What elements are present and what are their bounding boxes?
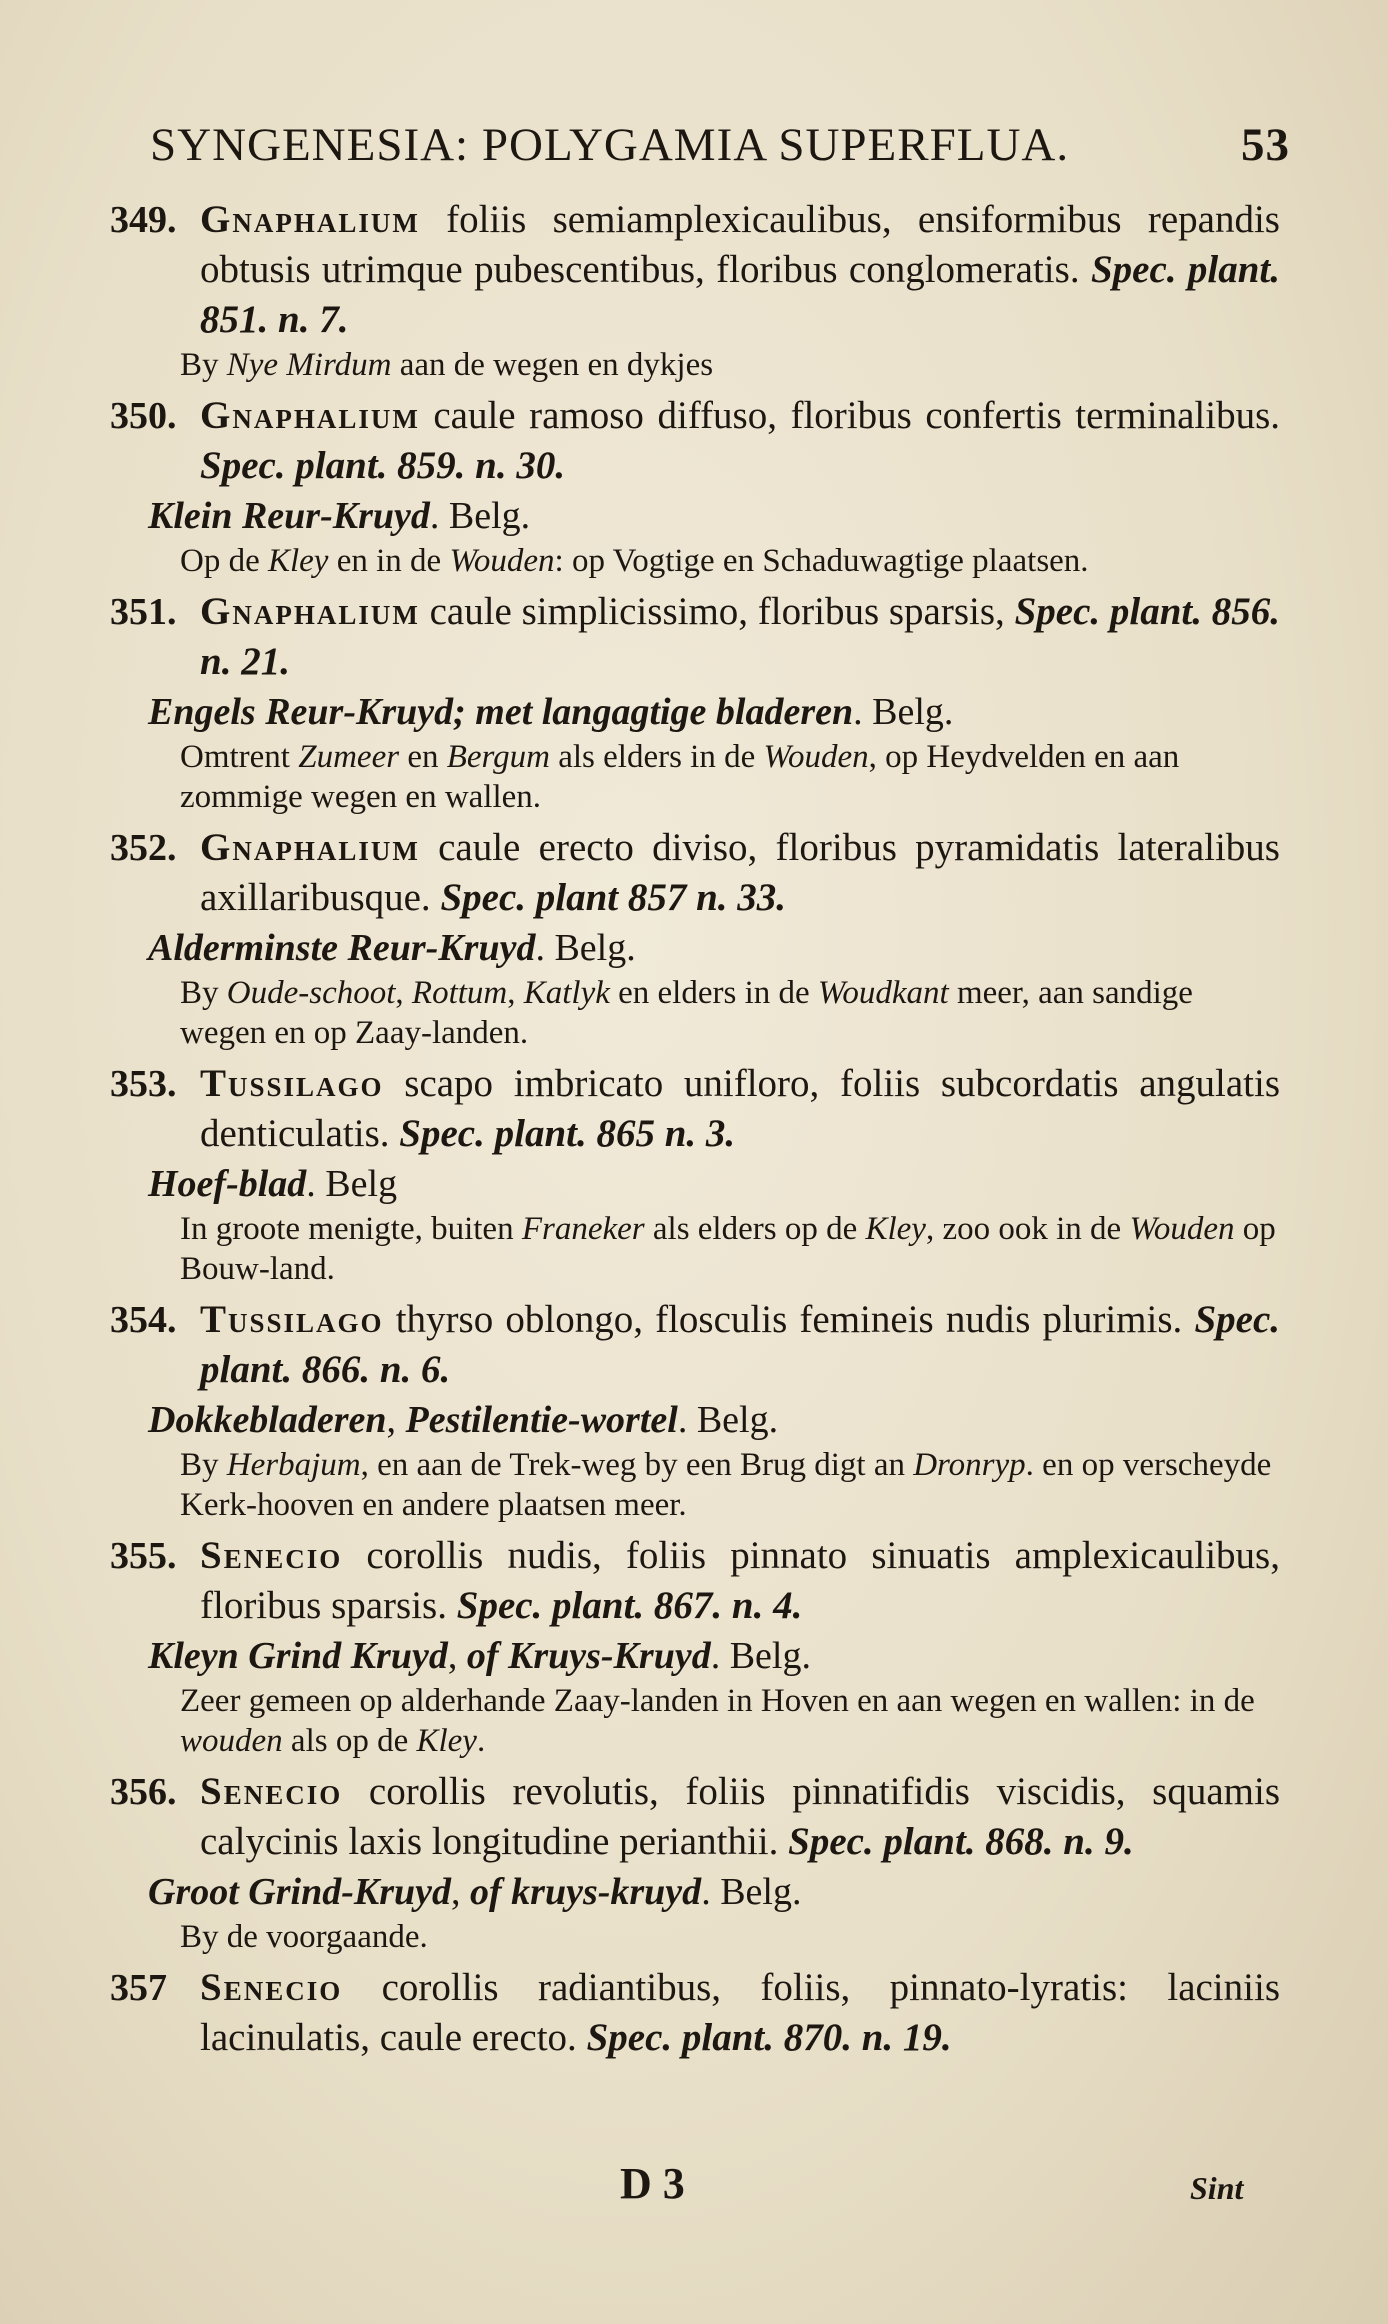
text-run: als elders op de [644,1211,866,1247]
locality-note [100,737,1280,817]
text-run: . en op verscheyde Kerk-hooven en andere plaatsen meer. [180,1447,1272,1523]
text-run: als op de [282,1723,417,1759]
italic-text: Franeker [521,1211,645,1247]
locality-note [100,1445,1280,1525]
text-run: corollis revolutis, foliis pinnatifidis viscidis, squamis calycinis laxis longitudine perianthii. [200,1770,1280,1863]
italic-text: Rottum [411,975,508,1011]
species-entry [100,195,1280,385]
text-run: : op Vogtige en Schaduwagtige plaatsen. [554,543,1089,579]
text-run: . Belg. [535,927,636,969]
genus-name: Gnaphalium [200,826,420,869]
text-run: thyrso oblongo, flosculis femineis nudis plurimis. [383,1298,1195,1341]
genus-name: Tussilago [200,1298,384,1341]
species-list [100,195,1280,2069]
genus-name: Gnaphalium [200,394,420,437]
italic-text: Wouden [449,543,555,579]
locality-note [100,345,1280,385]
italic-text: Groot Grind-Kruyd [148,1871,451,1913]
genus-name: Senecio [200,1534,343,1577]
entry-number: 350. [110,395,177,437]
italic-text: Bergum [446,739,550,775]
species-plantarum-reference: Spec. plant. 868. n. 9. [788,1820,1134,1863]
text-run: en [399,739,447,775]
latin-description [100,1059,1280,1159]
text-run: , [395,975,412,1011]
locality-note [100,541,1280,581]
text-run: als elders in de [549,739,764,775]
text-run: foliis semiamplexicaulibus, ensiformibus repandis obtusis utrimque pubescentibus, floribus conglomeratis. [200,198,1280,291]
text-run: In groote menigte, buiten [180,1211,522,1247]
catchword: Sint [1190,2170,1244,2206]
entry-number: 351. [110,591,177,633]
species-plantarum-reference: Spec. plant 857 n. 33. [440,876,787,919]
latin-description [100,1963,1280,2063]
text-run: , en aan de Trek-weg by een Brug digt an [360,1447,914,1483]
text-run: . Belg. [701,1871,802,1913]
species-entry [100,391,1280,581]
species-entry [100,1767,1280,1957]
text-run: Omtrent [180,739,299,775]
species-plantarum-reference: Spec. plant. 866. n. 6. [200,1298,1280,1391]
text-run: corollis nudis, foliis pinnato sinuatis amplexicaulibus, floribus sparsis. [200,1534,1280,1627]
dutch-common-name [100,1867,1280,1917]
entry-number: 354. [110,1299,177,1341]
italic-text: Engels Reur-Kruyd; met langagtige bladeren [148,691,854,733]
italic-text: Nye Mirdum [226,347,392,383]
species-entry [100,587,1280,817]
latin-description [100,1295,1280,1395]
entry-number: 356. [110,1771,177,1813]
text-run: corollis radiantibus, foliis, pinnato-lyratis: laciniis lacinulatis, caule erecto. [200,1966,1280,2059]
latin-description [100,1767,1280,1867]
locality-note [100,973,1280,1053]
species-plantarum-reference: Spec. plant. 851. n. 7. [200,248,1281,341]
genus-name: Gnaphalium [200,198,420,241]
species-entry [100,1295,1280,1525]
entry-number: 352. [110,827,177,869]
text-run: scapo imbricato unifloro, foliis subcordatis angulatis denticulatis. [200,1062,1280,1155]
dutch-common-name [100,491,1280,541]
running-title: SYNGENESIA: POLYGAMIA SUPERFLUA. [150,119,1070,171]
locality-note [100,1209,1280,1289]
text-run: . Belg [306,1163,398,1205]
entry-number: 357 [110,1967,167,2009]
italic-text: of kruys-kruyd [470,1871,702,1913]
italic-text: wouden [180,1723,283,1759]
locality-note [100,1681,1280,1761]
text-run: . Belg. [429,495,531,537]
text-run: , zoo ook in de [925,1211,1130,1247]
species-entry [100,1531,1280,1761]
italic-text: Woudkant [817,975,949,1011]
genus-name: Senecio [200,1966,343,2009]
latin-description [100,587,1280,687]
latin-description [100,195,1280,345]
page-number: 53 [1241,119,1290,171]
text-run: , [386,1399,406,1441]
italic-text: Katlyk [523,975,610,1011]
dutch-common-name [100,1159,1280,1209]
text-run: , [447,1635,467,1677]
italic-text: Dronryp [913,1447,1026,1483]
species-entry [100,1059,1280,1289]
text-run: op Bouw-land. [180,1211,1276,1287]
italic-text: Herbajum [226,1447,361,1483]
italic-text: Kley [416,1723,477,1759]
italic-text: Zumeer [298,739,400,775]
species-plantarum-reference: Spec. plant. 867. n. 4. [456,1584,803,1627]
text-run: By [180,347,227,383]
text-run: aan de wegen en dykjes [391,347,714,383]
italic-text: Wouden [763,739,869,775]
text-run: en elders in de [609,975,818,1011]
text-run: caule ramoso diffuso, floribus confertis terminalibus. [419,394,1280,437]
italic-text: Kley [267,543,329,579]
signature-mark: D 3 [620,2159,685,2208]
species-plantarum-reference: Spec. plant. 859. n. 30. [200,444,566,487]
italic-text: Dokkebladeren [148,1399,387,1441]
dutch-common-name [100,1631,1280,1681]
text-run: en in de [328,543,450,579]
dutch-common-name [100,1395,1280,1445]
italic-text: Hoef-blad [148,1163,307,1205]
text-run: Op de [180,543,268,579]
text-run: . Belg. [710,1635,811,1677]
dutch-common-name [100,687,1280,737]
text-run: caule simplicissimo, floribus sparsis, [419,590,1015,633]
genus-name: Tussilago [200,1062,384,1105]
text-run: By [180,975,227,1011]
genus-name: Senecio [200,1770,343,1813]
italic-text: Kley [865,1211,926,1247]
italic-text: Alderminste Reur-Kruyd [148,927,536,969]
genus-name: Gnaphalium [200,590,420,633]
entry-number: 349. [110,199,177,241]
text-run: , [451,1871,470,1913]
text-run: . Belg. [853,691,954,733]
italic-text: Wouden [1129,1211,1235,1247]
species-entry [100,823,1280,1053]
text-run: Zeer gemeen op alderhande Zaay-landen in Hoven en aan wegen en wallen: in de [180,1683,1255,1719]
text-run: , [507,975,524,1011]
latin-description [100,391,1280,491]
entry-number: 353. [110,1063,177,1105]
text-run: By [180,1447,227,1483]
text-run: caule erecto diviso, floribus pyramidatis lateralibus axillaribusque. [200,826,1280,919]
text-run: meer, aan sandige wegen en op Zaay-landen. [180,975,1193,1051]
text-run: . Belg. [677,1399,779,1441]
text-run: . [476,1723,486,1759]
species-plantarum-reference: Spec. plant. 856. n. 21. [200,590,1280,683]
entry-number: 355. [110,1535,177,1577]
italic-text: Klein Reur-Kruyd [148,495,430,537]
species-plantarum-reference: Spec. plant. 870. n. 19. [586,2016,952,2059]
italic-text: of Kruys-Kruyd [466,1635,711,1677]
dutch-common-name [100,923,1280,973]
text-run: , op Heydvelden en aan zommige wegen en wallen. [180,739,1180,815]
text-run: By de voorgaande. [180,1919,428,1955]
latin-description [100,1531,1280,1631]
species-entry [100,1963,1280,2063]
latin-description [100,823,1280,923]
italic-text: Pestilentie-wortel [405,1399,678,1441]
locality-note [100,1917,1280,1957]
running-header [150,118,1290,172]
species-plantarum-reference: Spec. plant. 865 n. 3. [399,1112,736,1155]
italic-text: Oude-schoot [226,975,396,1011]
italic-text: Kleyn Grind Kruyd [148,1635,448,1677]
